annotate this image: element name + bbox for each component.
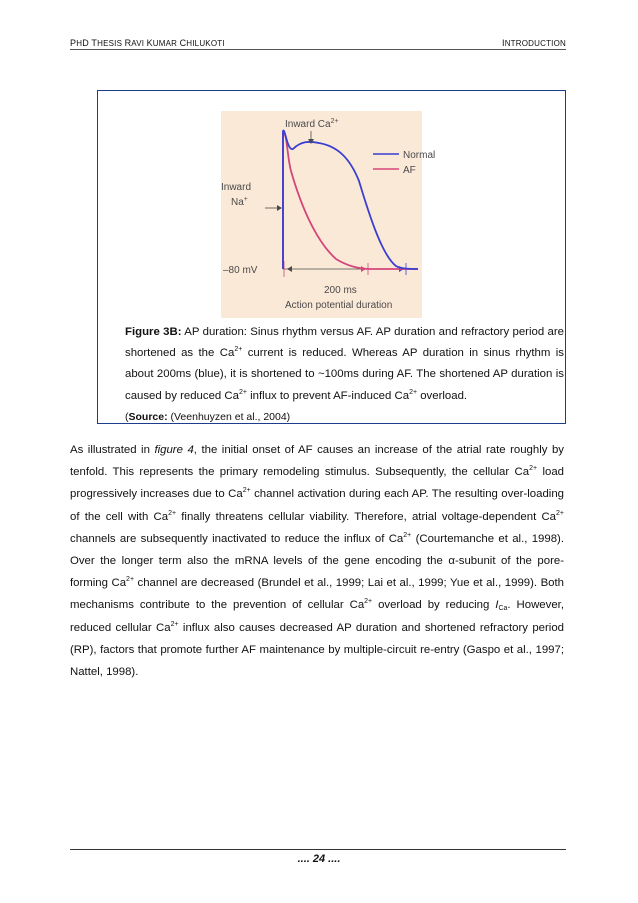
label-rest-potential: –80 mV bbox=[223, 265, 258, 276]
caption-figure-label: Figure 3B: bbox=[125, 326, 182, 338]
footer-rule bbox=[70, 849, 566, 850]
legend-af-label: AF bbox=[403, 165, 416, 176]
label-apd: Action potential duration bbox=[285, 300, 393, 311]
label-inward-na-line1: Inward bbox=[221, 182, 252, 193]
figure-reference: figure 4 bbox=[154, 444, 194, 456]
caption-source: (Source: (Veenhuyzen et al., 2004) bbox=[125, 410, 291, 423]
body-paragraph: As illustrated in figure 4, the initial onset of AF causes an increase of the atrial rate roughly by tenfold. This represents the primary remodeling stimulus. Subsequently, the cellular $Ca^{2+}$ load progressively increases due to $Ca^{2+}$ channel activation during each AP. The resulting over-loading of the cell with $Ca^{2+}$ finally threatens cellular viability. Therefore, atrial voltage-dependent $Ca^{2+}$ channels are subsequently inactivated to reduce the influx of $Ca^{2+}$ (Courtemanche et al., 1998). Over the longer term also the mRNA levels of the gene encoding the α-subunit of the pore-forming $Ca^{2+}$ channel are decreased (Brundel et al., 1999; Lai et al., 1999; Yue et al., 1999). Both mechanisms contribute to the prevention of cellular $Ca^{2+}$ overload by reducing $I_{Ca}$. However, reduced cellular $Ca^{2+}$ influx also causes decreased AP duration and shortened refractory period (RP), factors that promote further AF maintenance by multiple-circuit re-entry (Gaspo et al., 1997; Nattel, 1998). bbox=[70, 444, 565, 679]
legend-normal-label: Normal bbox=[403, 150, 436, 161]
label-200ms: 200 ms bbox=[324, 285, 357, 296]
header-section: INTRODUCTION bbox=[501, 38, 566, 48]
label-inward-na-line2: Na+ bbox=[231, 196, 248, 208]
header-title: PHD THESIS RAVI KUMAR CHILUKOTI bbox=[70, 38, 225, 48]
caption-paragraph: Figure 3B: AP duration: Sinus rhythm versus AF. AP duration and refractory period are shortened as the $Ca^{2+}$ current is reduced. Whereas AP duration in sinus rhythm is about 200ms (blue), it is shortened to ~100ms during AF. The shortened AP duration is caused by reduced $Ca^{2+}$ influx to prevent AF-induced $Ca^{2+}$ overload. bbox=[125, 326, 565, 402]
page-number: .... 24 .... bbox=[297, 853, 341, 865]
running-header bbox=[70, 36, 566, 50]
action-potential-figure bbox=[221, 111, 436, 318]
figure-caption bbox=[125, 322, 564, 428]
label-inward-ca: Inward $Ca^{2+}$ bbox=[285, 118, 339, 130]
header-rule bbox=[70, 49, 566, 50]
figure-background bbox=[221, 111, 422, 318]
